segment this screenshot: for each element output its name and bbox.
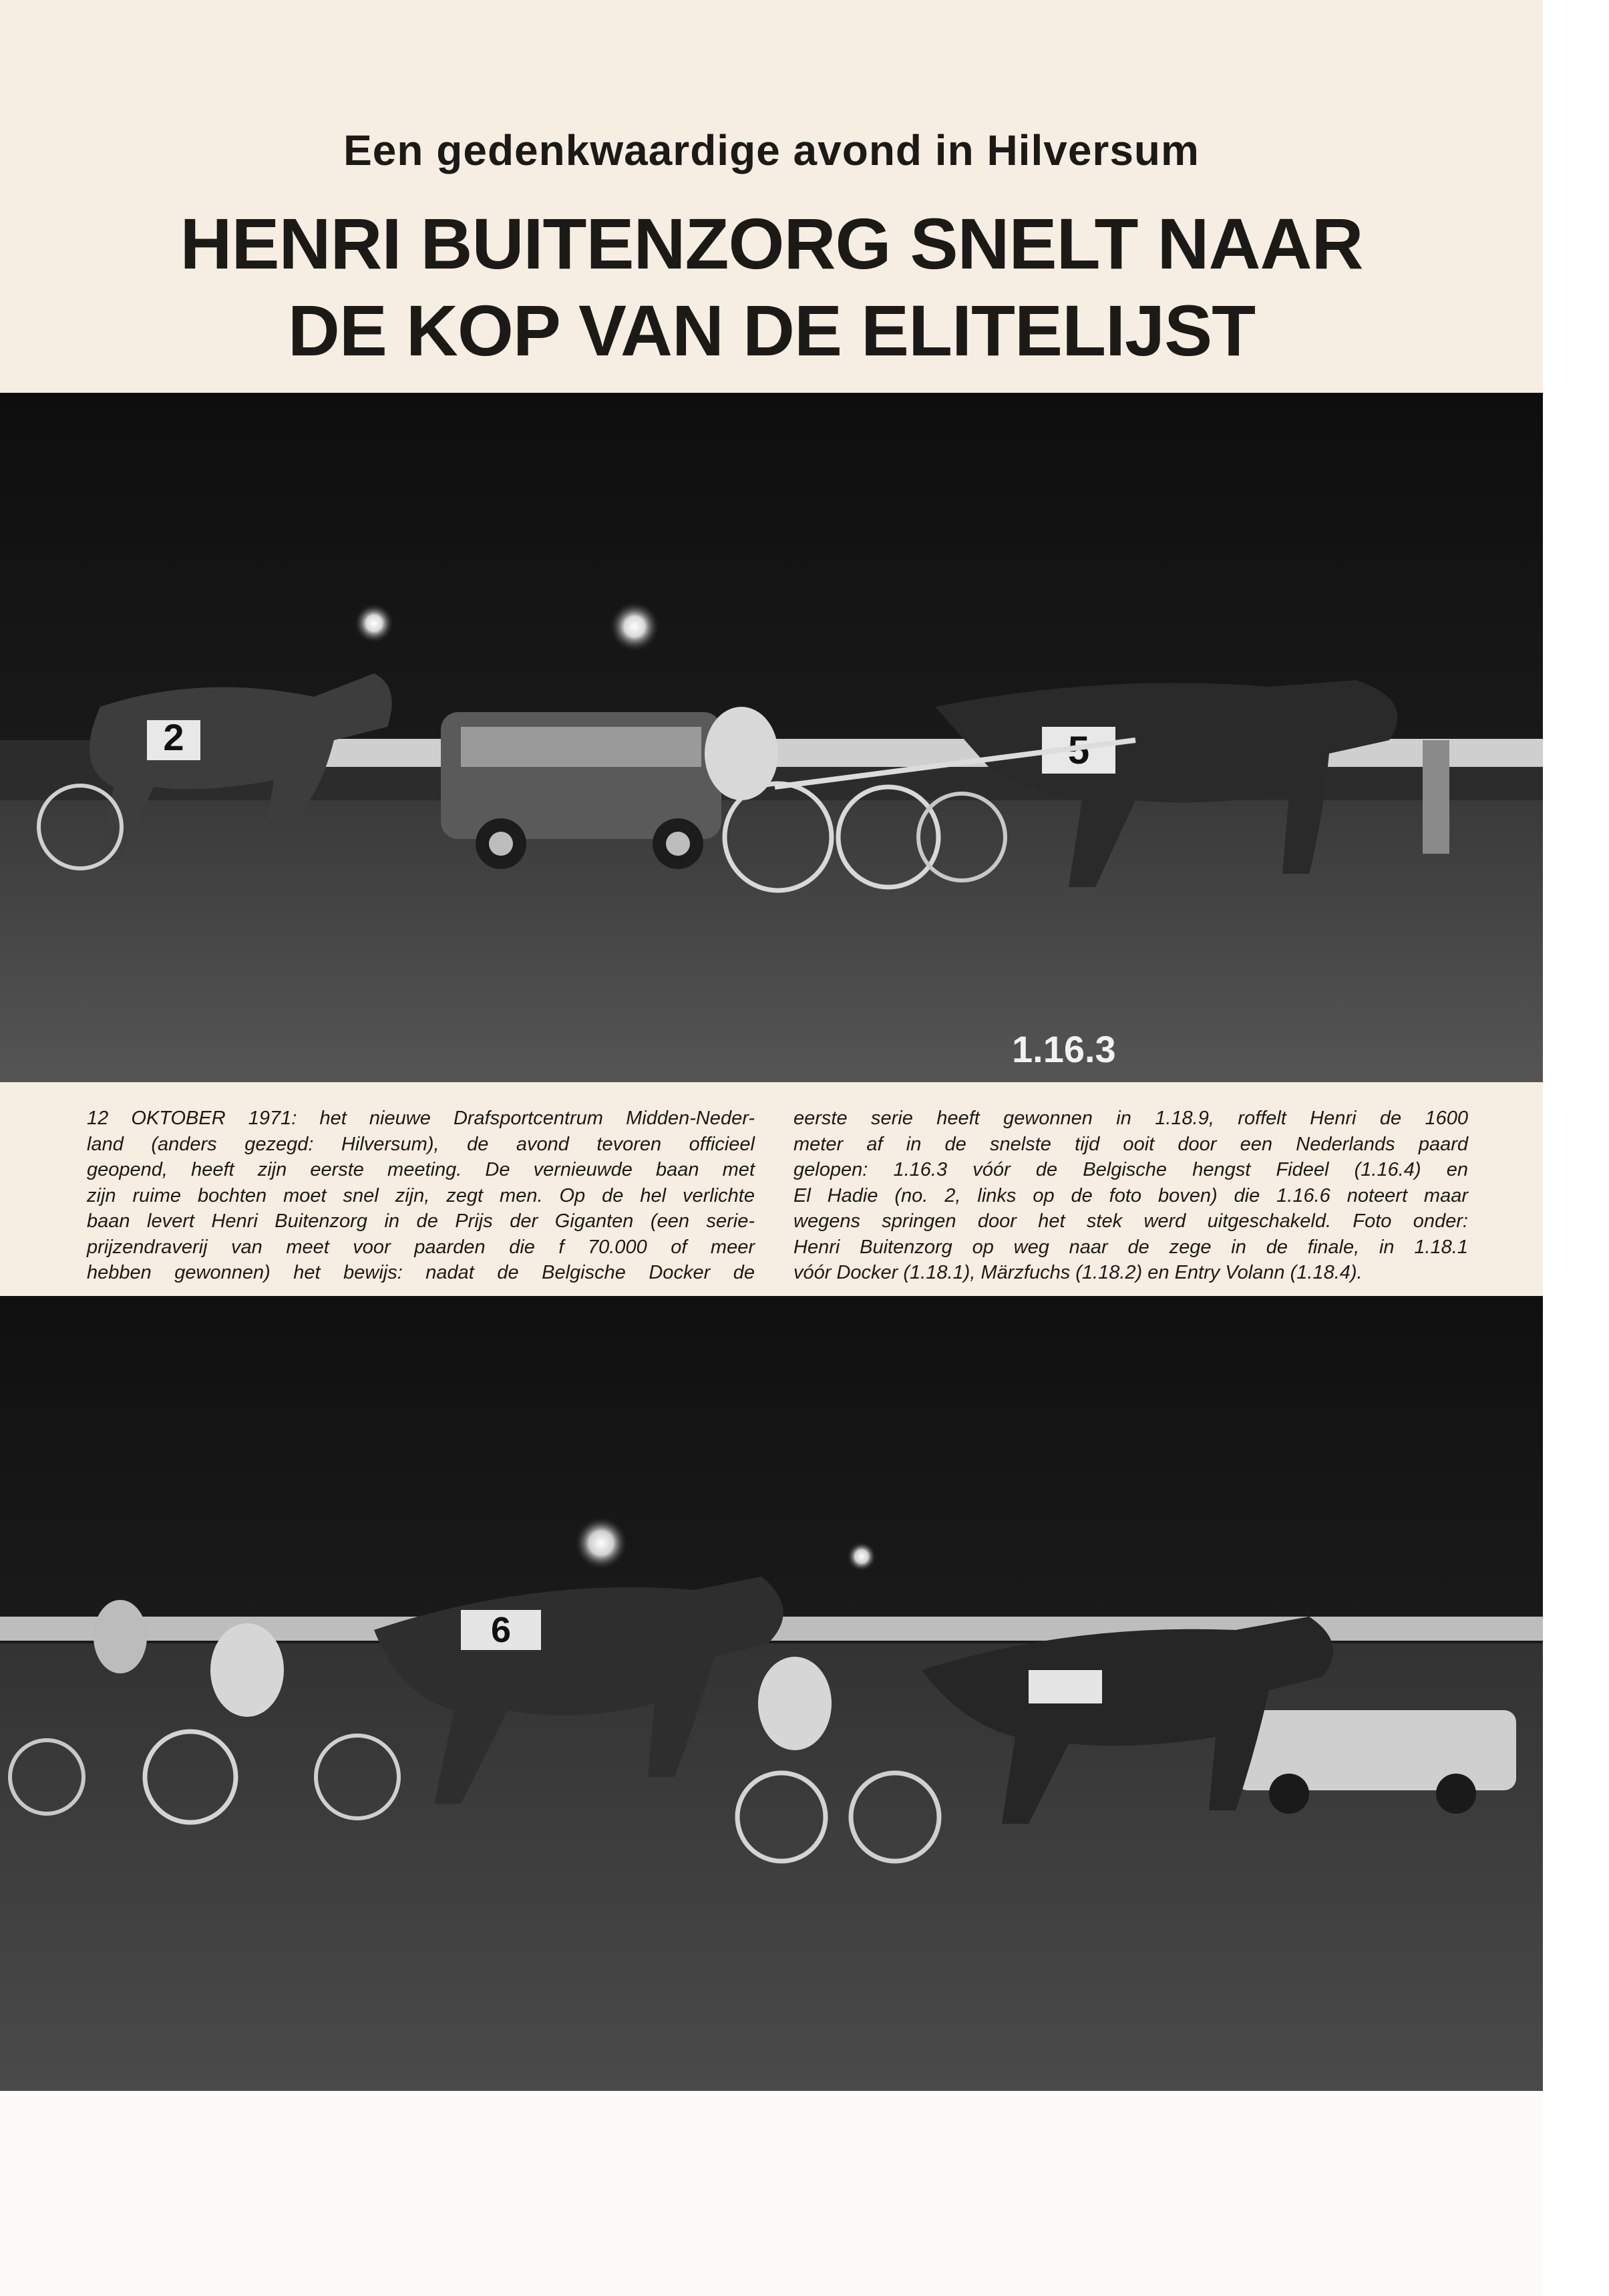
caption-line: hebben gewonnen) het bewijs: nadat de Belgische Docker de	[87, 1262, 755, 1283]
caption-line: geopend, heeft zijn eerste meeting. De vernieuwde baan met	[87, 1159, 755, 1180]
bottom-photo-image	[0, 1296, 1543, 2091]
saddle-number-2: 2	[163, 716, 184, 758]
caption-line: zijn ruime bochten moet snel zijn, zegt men. Op de hel verlichte	[87, 1184, 755, 1206]
floodlight	[609, 601, 660, 652]
saddle-number-5: 5	[1067, 729, 1090, 772]
driver	[210, 1623, 284, 1717]
caption-line: land (anders gezegd: Hilversum), de avond tevoren officieel	[87, 1133, 755, 1155]
caption-line: wegens springen door het stek werd uitgeschakeld. Foto onder:	[793, 1210, 1468, 1232]
article-headline	[0, 200, 1543, 374]
page-bottom-margin	[0, 2088, 1543, 2296]
caption-right-column	[793, 1106, 1468, 1286]
caption-line: Henri Buitenzorg op weg naar de zege in de finale, in 1.18.1	[793, 1236, 1468, 1258]
floodlight	[574, 1516, 628, 1570]
caption-line: 12 OKTOBER 1971: het nieuwe Drafsportcentrum Midden-Neder-	[87, 1108, 755, 1129]
saddle-number-6: 6	[490, 1610, 512, 1650]
official	[1423, 740, 1449, 854]
driver	[758, 1657, 832, 1750]
caption-line: baan levert Henri Buitenzorg in de Prijs der Giganten (een serie-	[87, 1210, 755, 1232]
caption-line: El Hadie (no. 2, links op de foto boven) die 1.16.6 noteert maar	[793, 1184, 1468, 1206]
headline-line-1: HENRI BUITENZORG SNELT NAAR	[180, 203, 1363, 284]
finish-time-display: 1.16.3	[1012, 1028, 1116, 1070]
scan-margin	[1543, 0, 1609, 2296]
top-race-photo	[0, 393, 1543, 1082]
caption-line: prijzendraverij van meet voor paarden die f 70.000 of meer	[87, 1236, 755, 1258]
caption-left-column	[87, 1106, 755, 1286]
top-photo-image	[0, 393, 1543, 1082]
headline-line-2: DE KOP VAN DE ELITELIJST	[287, 290, 1256, 371]
caption-line: gelopen: 1.16.3 vóór de Belgische hengst Fideel (1.16.4) en	[793, 1159, 1468, 1180]
caption-line: vóór Docker (1.18.1), Märzfuchs (1.18.2) en Entry Volann (1.18.4).	[793, 1262, 1363, 1283]
article-kicker: Een gedenkwaardige avond in Hilversum	[343, 126, 1200, 174]
bottom-race-photo	[0, 1296, 1543, 2091]
caption-line: eerste serie heeft gewonnen in 1.18.9, roffelt Henri de 1600	[793, 1108, 1468, 1129]
caption-line: meter af in de snelste tijd ooit door een Nederlands paard	[793, 1133, 1468, 1155]
